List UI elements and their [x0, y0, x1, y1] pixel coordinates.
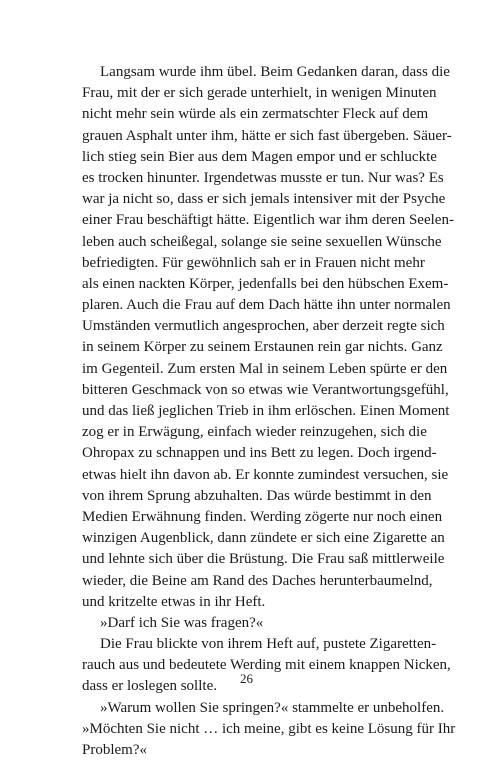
text-line: leben auch scheißegal, solange sie seine sexuellen Wünsche	[82, 233, 442, 250]
text-line: es trocken hinunter. Irgendetwas musste er tun. Nur was? Es	[82, 169, 444, 186]
text-line: etwas hielt ihn davon ab. Er konnte zumindest versuchen, sie	[82, 466, 449, 483]
text-line: zog er in Erwägung, einfach wieder reinzugehen, sich die	[82, 424, 427, 441]
text-line: Umständen vermutlich angesprochen, aber derzeit regte sich	[82, 318, 445, 335]
text-line: war ja nicht so, dass er sich jemals intensiver mit der Psyche	[82, 191, 446, 208]
text-line: nicht mehr sein würde als ein zermatschter Fleck auf dem	[82, 106, 429, 123]
text-line: Frau, mit der er sich gerade unterhielt, in wenigen Minuten	[82, 85, 437, 102]
text-line: in seinem Körper zu seinem Erstaunen rein gar nichts. Ganz	[82, 339, 443, 356]
page-number: 26	[240, 671, 253, 686]
text-line: »Möchten Sie nicht … ich meine, gibt es keine Lösung für Ihr	[82, 720, 456, 737]
text-line: bitteren Geschmack von so etwas wie Verantwortungsgefühl,	[82, 381, 449, 398]
text-line: befriedigten. Für gewöhnlich sah er in Frauen nicht mehr	[82, 254, 425, 271]
paragraph	[82, 634, 451, 698]
text-line: rauch aus und bedeutete Werding mit einem knappen Nicken,	[82, 657, 451, 674]
text-line: wieder, die Beine am Rand des Daches herunterbaumelnd,	[82, 572, 433, 589]
paragraph	[82, 613, 417, 634]
text-line: von ihrem Sprung abzuhalten. Das würde bestimmt in den	[82, 487, 432, 504]
text-line: und kritzelte etwas in ihr Heft.	[82, 593, 266, 610]
text-line: dass er loslegen sollte.	[82, 678, 217, 695]
text-line: lich stieg sein Bier aus dem Magen empor und er schluckte	[82, 148, 437, 165]
text-line: Langsam wurde ihm übel. Beim Gedanken daran, dass die	[100, 64, 450, 80]
paragraph	[82, 62, 454, 613]
text-line: und lehnte sich über die Brüstung. Die Frau saß mittlerweile	[82, 551, 445, 568]
text-line: Die Frau blickte von ihrem Heft auf, pustete Zigaretten-	[100, 636, 437, 653]
text-line: einer Frau beschäftigt hätte. Eigentlich war ihm deren Seelen-	[82, 212, 454, 229]
body-text	[82, 62, 456, 761]
text-line: plaren. Auch die Frau auf dem Dach hätte ihn unter normalen	[82, 297, 451, 314]
text-line: »Darf ich Sie was fragen?«	[100, 614, 264, 631]
text-line: »Warum wollen Sie springen?« stammelte er unbeholfen.	[100, 699, 445, 716]
paragraph	[82, 698, 456, 761]
text-line: und das ließ jeglichen Trieb in ihm erlöschen. Einen Moment	[82, 403, 450, 419]
text-line: Ohropax zu schnappen und ins Bett zu legen. Doch irgend-	[82, 445, 437, 462]
text-line: Medien Erwähnung finden. Werding zögerte nur noch einen	[82, 508, 443, 525]
text-line: Problem?«	[82, 742, 147, 758]
text-line: grauen Asphalt unter ihm, hätte er sich fast übergeben. Säuer-	[82, 127, 452, 144]
text-line: als einen nackten Körper, jedenfalls bei den hübschen Exem-	[82, 275, 449, 292]
text-line: im Gegenteil. Zum ersten Mal in seinem Leben spürte er den	[82, 360, 448, 377]
text-line: winzigen Augenblick, dann zündete er sich eine Zigarette an	[82, 530, 445, 547]
